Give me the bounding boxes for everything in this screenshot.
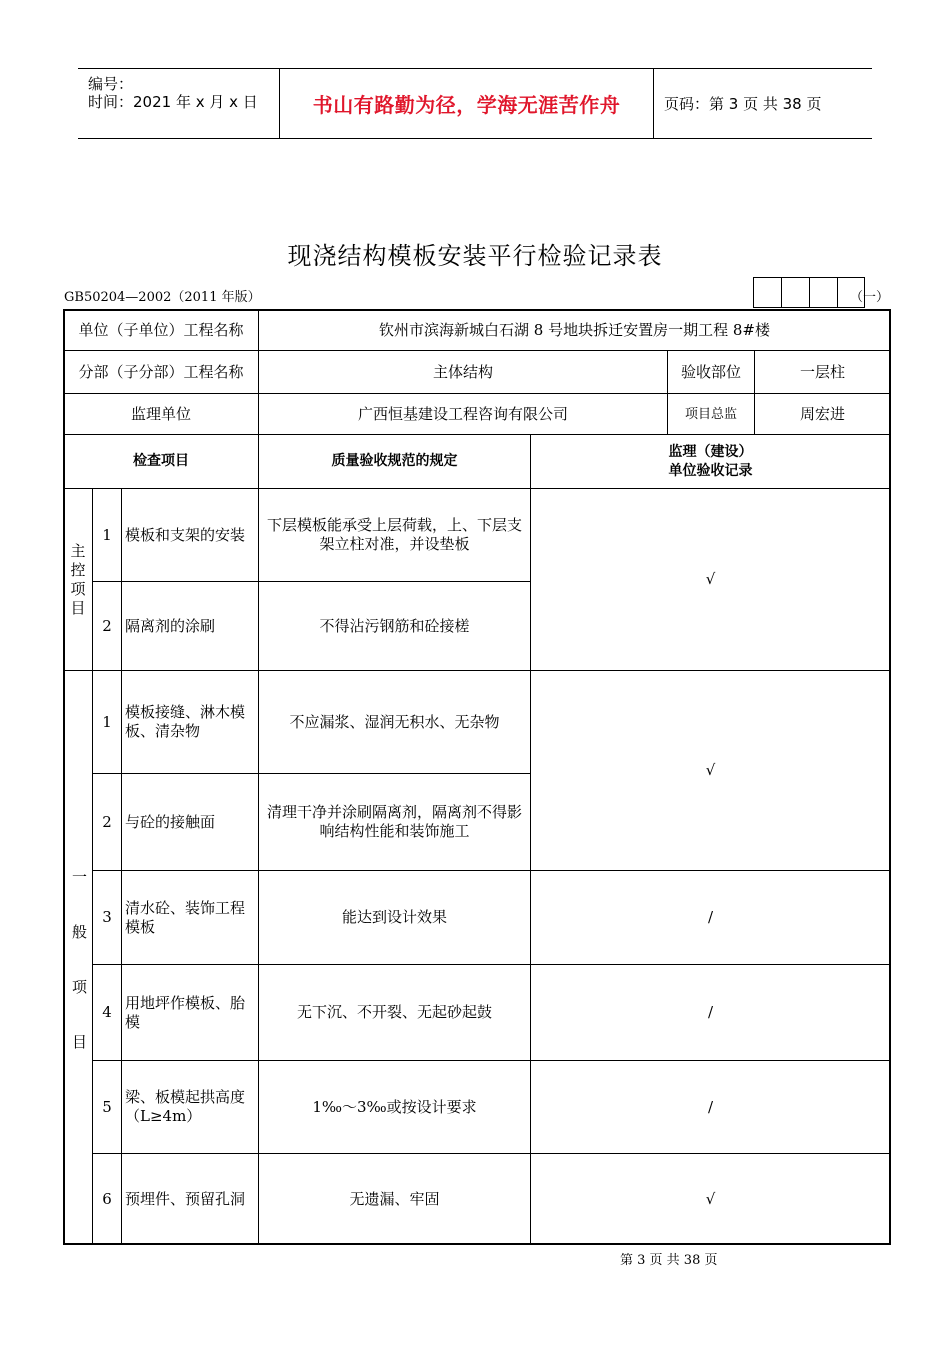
row-number: 2 [92, 773, 122, 871]
serial-box [781, 277, 809, 308]
subdivision-label: 分部（子分部）工程名称 [63, 350, 259, 394]
main-control-label: 主 控 项 目 [63, 488, 93, 671]
page-footer: 第 3 页 共 38 页 [620, 1253, 718, 1268]
spec-text: 无遗漏、牢固 [258, 1153, 531, 1245]
spec-text: 下层模板能承受上层荷载，上、下层支架立柱对准，并设垫板 [258, 488, 531, 582]
form-title: 现浇结构模板安装平行检验记录表 [287, 242, 663, 270]
acceptance-part-value: 一层柱 [754, 350, 891, 394]
row-number: 2 [92, 581, 122, 671]
row-number: 5 [92, 1060, 122, 1154]
spec-text: 能达到设计效果 [258, 870, 531, 965]
header-meta-cell [78, 69, 280, 138]
general-label-char: 目 [72, 1033, 88, 1051]
general-label [63, 670, 93, 1245]
header-page-cell [654, 69, 872, 138]
row-number: 6 [92, 1153, 122, 1245]
serial-boxes [753, 277, 865, 308]
subdivision-value: 主体结构 [258, 350, 668, 394]
chief-supervisor-value: 周宏进 [754, 393, 891, 435]
number-label: 编号： [88, 75, 134, 93]
spec-text: 清理干净并涂刷隔离剂，隔离剂不得影响结构性能和装饰施工 [258, 773, 531, 871]
time-text: 时间：2021 年 x 月 x 日 [88, 93, 258, 111]
general-label-char: 项 [72, 978, 88, 996]
record-value: / [530, 964, 891, 1061]
row-number: 3 [92, 870, 122, 965]
check-item-text: 梁、板模起拱高度（L≥4m） [121, 1060, 259, 1154]
serial-box [753, 277, 781, 308]
sequence-number: （一） [850, 290, 890, 305]
record-value: / [530, 870, 891, 965]
check-item-text: 隔离剂的涂刷 [121, 581, 259, 671]
header-motto-cell [280, 69, 654, 138]
column-record: 监理（建设） 单位验收记录 [530, 434, 891, 489]
general-label-char: 般 [72, 923, 88, 941]
chief-supervisor-label: 项目总监 [667, 393, 755, 435]
unit-name-value: 钦州市滨海新城白石湖 8 号地块拆迁安置房一期工程 8#楼 [258, 309, 891, 351]
page-indicator: 页码：第 3 页 共 38 页 [664, 95, 822, 113]
standard-code: GB50204—2002（2011 年版） [64, 290, 261, 305]
acceptance-part-label: 验收部位 [667, 350, 755, 394]
check-item-text: 用地坪作模板、胎模 [121, 964, 259, 1061]
main-control-record: √ [530, 488, 891, 671]
check-item-text: 模板和支架的安装 [121, 488, 259, 582]
record-value: √ [530, 1153, 891, 1245]
column-check-item: 检查项目 [63, 434, 259, 489]
row-number: 4 [92, 964, 122, 1061]
serial-box [809, 277, 837, 308]
row-number: 1 [92, 488, 122, 582]
supervision-unit-value: 广西恒基建设工程咨询有限公司 [258, 393, 668, 435]
motto-text: 书山有路勤为径，学海无涯苦作舟 [312, 93, 621, 117]
spec-text: 不应漏浆、湿润无积水、无杂物 [258, 670, 531, 774]
check-item-text: 清水砼、装饰工程模板 [121, 870, 259, 965]
row-number: 1 [92, 670, 122, 774]
unit-name-label: 单位（子单位）工程名称 [63, 309, 259, 351]
spec-text: 不得沾污钢筋和砼接槎 [258, 581, 531, 671]
spec-text: 1‰～3‰或按设计要求 [258, 1060, 531, 1154]
check-item-text: 模板接缝、淋木模板、清杂物 [121, 670, 259, 774]
document-header [78, 68, 872, 139]
check-item-text: 预埋件、预留孔洞 [121, 1153, 259, 1245]
spec-text: 无下沉、不开裂、无起砂起鼓 [258, 964, 531, 1061]
record-value: / [530, 1060, 891, 1154]
column-spec: 质量验收规范的规定 [258, 434, 531, 489]
general-label-char: 一 [72, 868, 88, 886]
supervision-unit-label: 监理单位 [63, 393, 259, 435]
general-merged-record: √ [530, 670, 891, 871]
check-item-text: 与砼的接触面 [121, 773, 259, 871]
